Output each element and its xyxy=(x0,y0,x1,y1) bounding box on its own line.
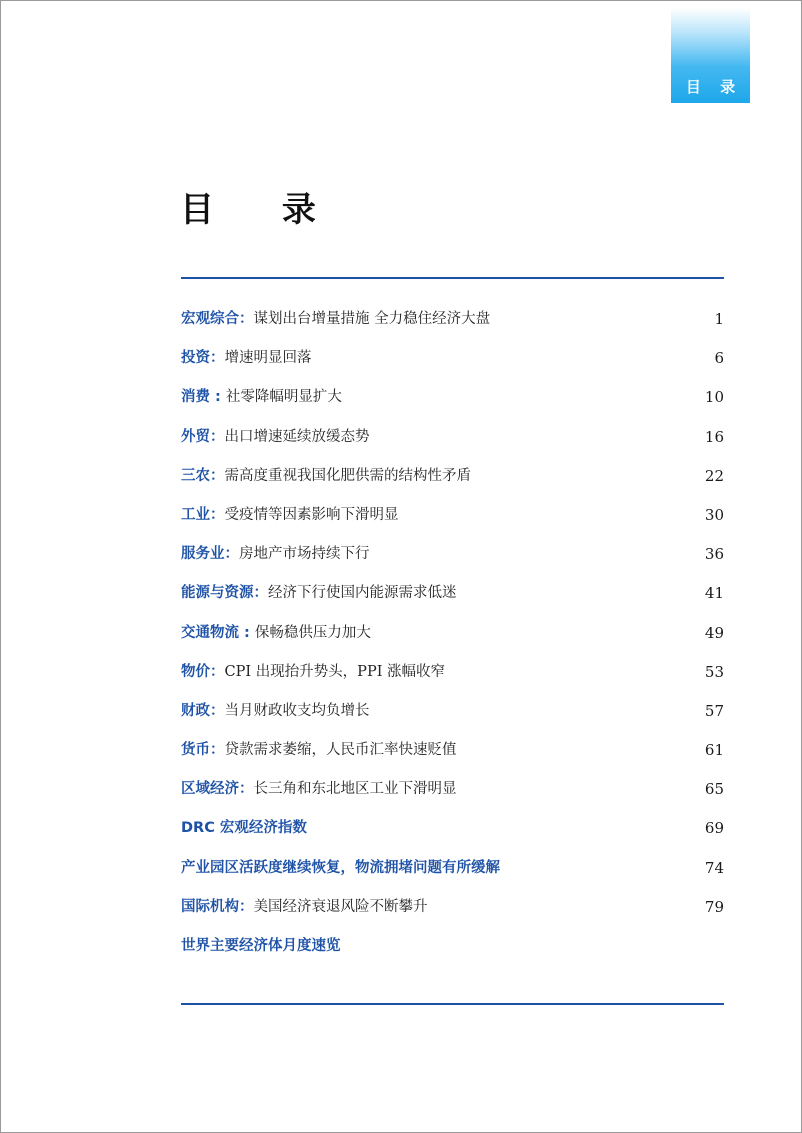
toc-entry[interactable] xyxy=(181,378,724,417)
toc-entry-page: 79 xyxy=(704,897,724,916)
toc-entry-page: 49 xyxy=(704,623,724,642)
toc-entry[interactable] xyxy=(181,535,724,574)
toc-entry[interactable] xyxy=(181,888,724,927)
toc-entry[interactable] xyxy=(181,849,724,888)
toc-entry-page: 61 xyxy=(704,741,724,760)
toc-entry-title: 贷款需求萎缩，人民币汇率快速贬值 xyxy=(224,742,457,759)
toc-entry[interactable] xyxy=(181,496,724,535)
toc-entry-page: 6 xyxy=(714,349,724,368)
toc-entry-label: 投资： xyxy=(181,350,225,367)
top-divider xyxy=(181,277,724,279)
toc-entry[interactable] xyxy=(181,770,724,809)
toc-entry-title: 社零降幅明显扩大 xyxy=(225,389,342,406)
toc-entry-title: 受疫情等因素影响下滑明显 xyxy=(224,506,399,523)
toc-entry-page: 53 xyxy=(704,662,724,681)
table-of-contents xyxy=(181,300,724,966)
toc-entry-label: 宏观综合： xyxy=(181,311,254,327)
toc-entry-title: 经济下行使国内能源需求低迷 xyxy=(268,585,457,602)
toc-entry-label: 三农： xyxy=(181,467,225,484)
toc-entry[interactable] xyxy=(181,653,724,692)
toc-entry-label: 区域经济： xyxy=(181,781,254,798)
toc-entry-label: 消费 : xyxy=(181,389,226,406)
toc-entry[interactable] xyxy=(181,809,724,848)
toc-entry-title: 需高度重视我国化肥供需的结构性矛盾 xyxy=(224,467,471,484)
toc-entry-label: 财政： xyxy=(181,702,225,719)
toc-entry-label: DRC 宏观经济指数 xyxy=(181,820,307,837)
toc-entry-page: 36 xyxy=(704,545,724,564)
toc-entry-label: 国际机构： xyxy=(181,898,254,915)
toc-entry[interactable] xyxy=(181,574,724,613)
toc-entry-title: 增速明显回落 xyxy=(224,350,312,367)
toc-entry-title: 房地产市场持续下行 xyxy=(239,546,370,563)
toc-entry-label: 工业： xyxy=(181,506,225,523)
toc-entry-page: 22 xyxy=(704,466,724,485)
toc-entry[interactable] xyxy=(181,692,724,731)
toc-entry-label: 交通物流 : xyxy=(181,624,255,641)
bottom-divider xyxy=(181,1003,724,1005)
toc-entry-label: 服务业： xyxy=(181,546,239,563)
toc-entry[interactable] xyxy=(181,614,724,653)
toc-entry[interactable] xyxy=(181,927,724,966)
toc-entry-page: 30 xyxy=(704,505,724,524)
section-tab xyxy=(671,8,750,103)
toc-entry-title: 出口增速延续放缓态势 xyxy=(224,428,370,445)
toc-entry-title: 谋划出台增量措施 全力稳住经济大盘 xyxy=(253,311,491,327)
toc-entry-page: 1 xyxy=(714,310,724,328)
toc-entry-title: 保畅稳供压力加大 xyxy=(254,624,371,641)
toc-entry[interactable] xyxy=(181,457,724,496)
toc-entry-page: 16 xyxy=(704,427,724,446)
toc-entry-page: 69 xyxy=(704,819,724,838)
section-tab-label: 目 录 xyxy=(685,78,743,96)
toc-entry-label: 物价： xyxy=(181,663,225,680)
toc-entry-page: 57 xyxy=(704,701,724,720)
toc-entry-label: 能源与资源： xyxy=(181,585,268,602)
toc-entry-title: 当月财政收支均负增长 xyxy=(224,702,370,719)
toc-entry[interactable] xyxy=(181,300,724,339)
toc-entry[interactable] xyxy=(181,731,724,770)
toc-entry-title: 美国经济衰退风险不断攀升 xyxy=(253,898,428,915)
toc-entry-label: 外贸： xyxy=(181,428,225,445)
toc-entry-title: 长三角和东北地区工业下滑明显 xyxy=(253,781,457,798)
toc-entry-label: 世界主要经济体月度速览 xyxy=(181,938,341,954)
toc-entry-label: 货币： xyxy=(181,742,225,759)
toc-entry[interactable] xyxy=(181,339,724,378)
toc-entry-page: 41 xyxy=(704,584,724,603)
toc-entry-page: 74 xyxy=(704,858,724,877)
toc-entry-title: CPI 出现抬升势头，PPI 涨幅收窄 xyxy=(224,663,446,680)
page-title: 目 录 xyxy=(180,190,344,230)
toc-entry-page: 65 xyxy=(704,780,724,799)
toc-entry-page: 10 xyxy=(704,388,724,407)
toc-entry[interactable] xyxy=(181,418,724,457)
toc-entry-label: 产业园区活跃度继续恢复，物流拥堵问题有所缓解 xyxy=(181,859,500,876)
